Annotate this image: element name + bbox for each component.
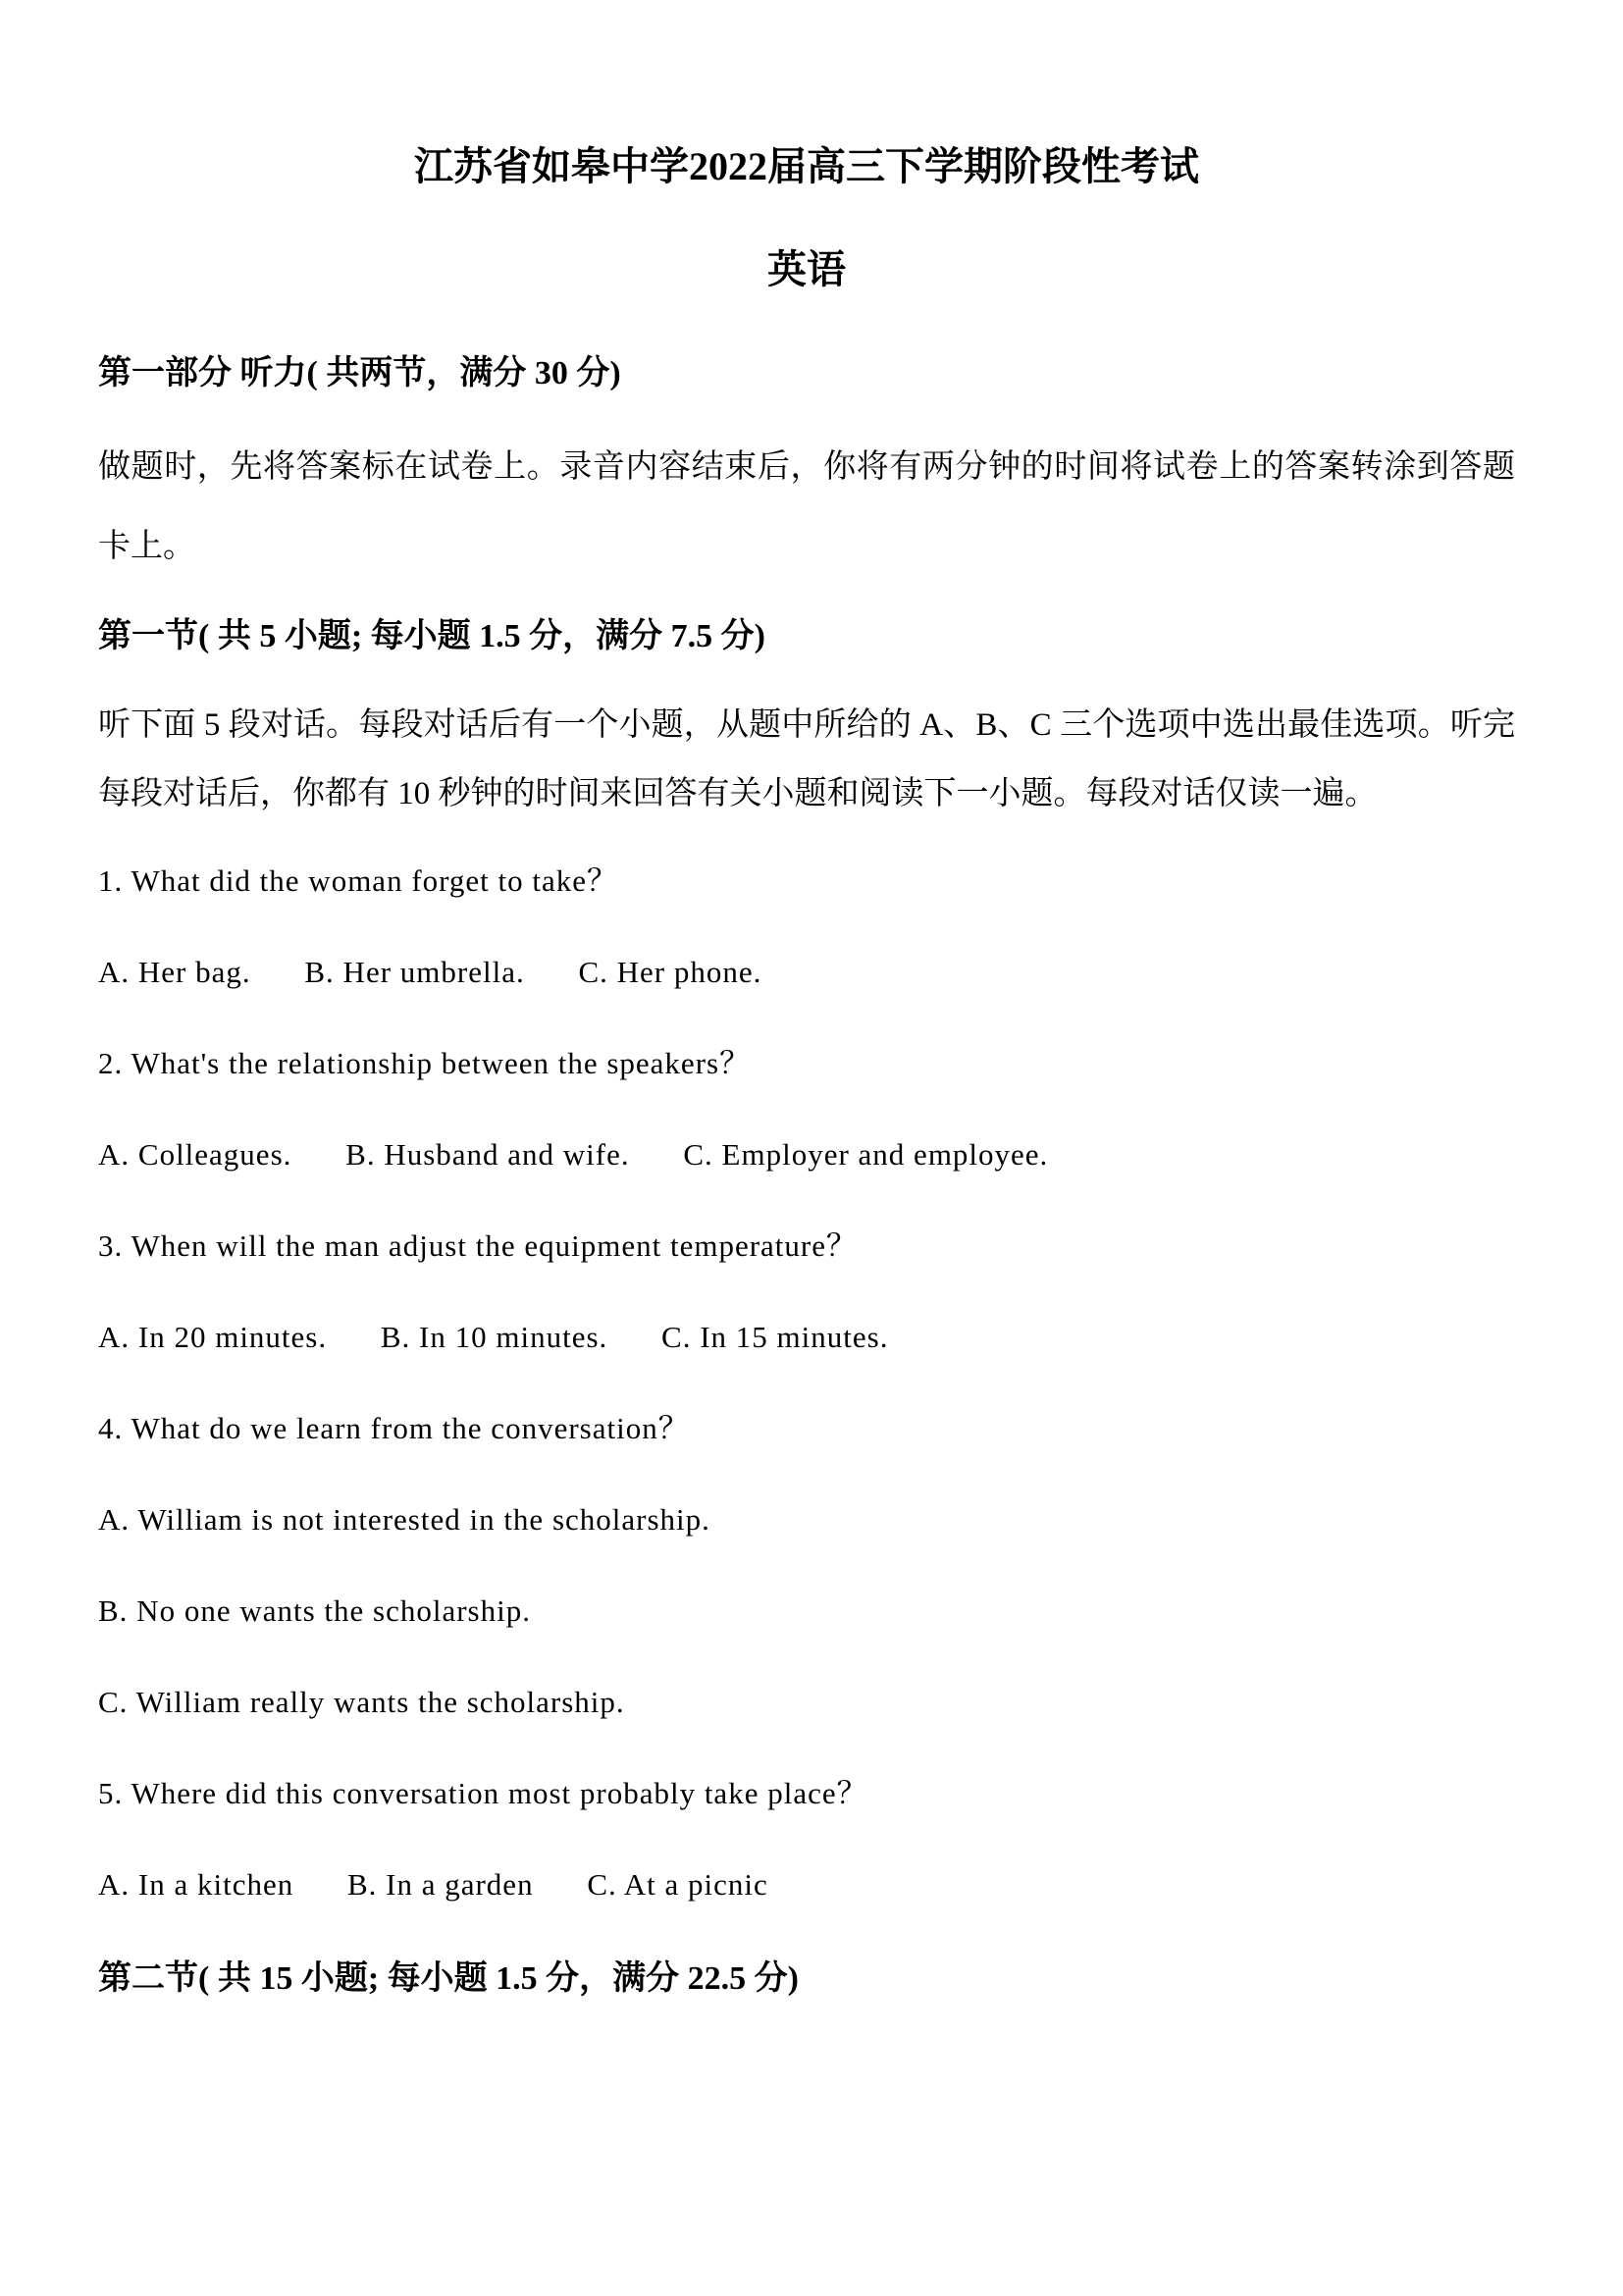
option-a: A. In 20 minutes. <box>98 1320 328 1354</box>
question-options <box>98 1135 1515 1174</box>
option-c: C. At a picnic <box>587 1867 768 1902</box>
option-b: B. Her umbrella. <box>304 955 525 989</box>
question-4 <box>98 1409 1515 1722</box>
option-a: A. William is not interested in the scholarship. <box>98 1502 710 1537</box>
question-5 <box>98 1774 1515 1905</box>
section1-heading: 第一节( 共 5 小题; 每小题 1.5 分，满分 7.5 分) <box>98 618 765 654</box>
question-text: 1. What did the woman forget to take？ <box>98 863 619 898</box>
question-text: 4. What do we learn from the conversation？ <box>98 1411 690 1445</box>
option-c: C. William really wants the scholarship. <box>98 1685 625 1719</box>
part1-instructions: 做题时，先将答案标在试卷上。录音内容结束后，你将有两分钟的时间将试卷上的答案转涂到答题卡上。 <box>98 449 1515 564</box>
question-3 <box>98 1226 1515 1357</box>
option-b: B. In 10 minutes. <box>380 1320 608 1354</box>
option-c: C. Her phone. <box>578 955 762 989</box>
question-options <box>98 1318 1515 1357</box>
question-options <box>98 953 1515 992</box>
question-options <box>98 1865 1515 1905</box>
section1-instructions: 听下面 5 段对话。每段对话后有一个小题，从题中所给的 A、B、C 三个选项中选出最佳选项。听完每段对话后，你都有 10 秒钟的时间来回答有关小题和阅读下一小题。每段对话仅读一遍。 <box>98 707 1515 811</box>
document-subject: 英语 <box>767 247 846 291</box>
option-b: B. No one wants the scholarship. <box>98 1593 531 1628</box>
option-a: A. Her bag. <box>98 955 251 989</box>
question-2 <box>98 1044 1515 1174</box>
section2-heading: 第二节( 共 15 小题; 每小题 1.5 分，满分 22.5 分) <box>98 1960 799 1997</box>
question-text: 3. When will the man adjust the equipment temperature？ <box>98 1228 858 1263</box>
option-a: A. Colleagues. <box>98 1137 292 1172</box>
option-b: B. In a garden <box>346 1867 534 1902</box>
option-c: C. In 15 minutes. <box>661 1320 889 1354</box>
option-b: B. Husband and wife. <box>345 1137 630 1172</box>
option-c: C. Employer and employee. <box>683 1137 1049 1172</box>
part1-heading: 第一部分 听力( 共两节，满分 30 分) <box>98 355 621 391</box>
question-text: 5. Where did this conversation most probably take place？ <box>98 1776 868 1810</box>
option-a: A. In a kitchen <box>98 1867 294 1902</box>
question-text: 2. What's the relationship between the speakers？ <box>98 1046 752 1080</box>
document-title: 江苏省如皋中学2022届高三下学期阶段性考试 <box>414 144 1199 188</box>
question-1 <box>98 861 1515 992</box>
